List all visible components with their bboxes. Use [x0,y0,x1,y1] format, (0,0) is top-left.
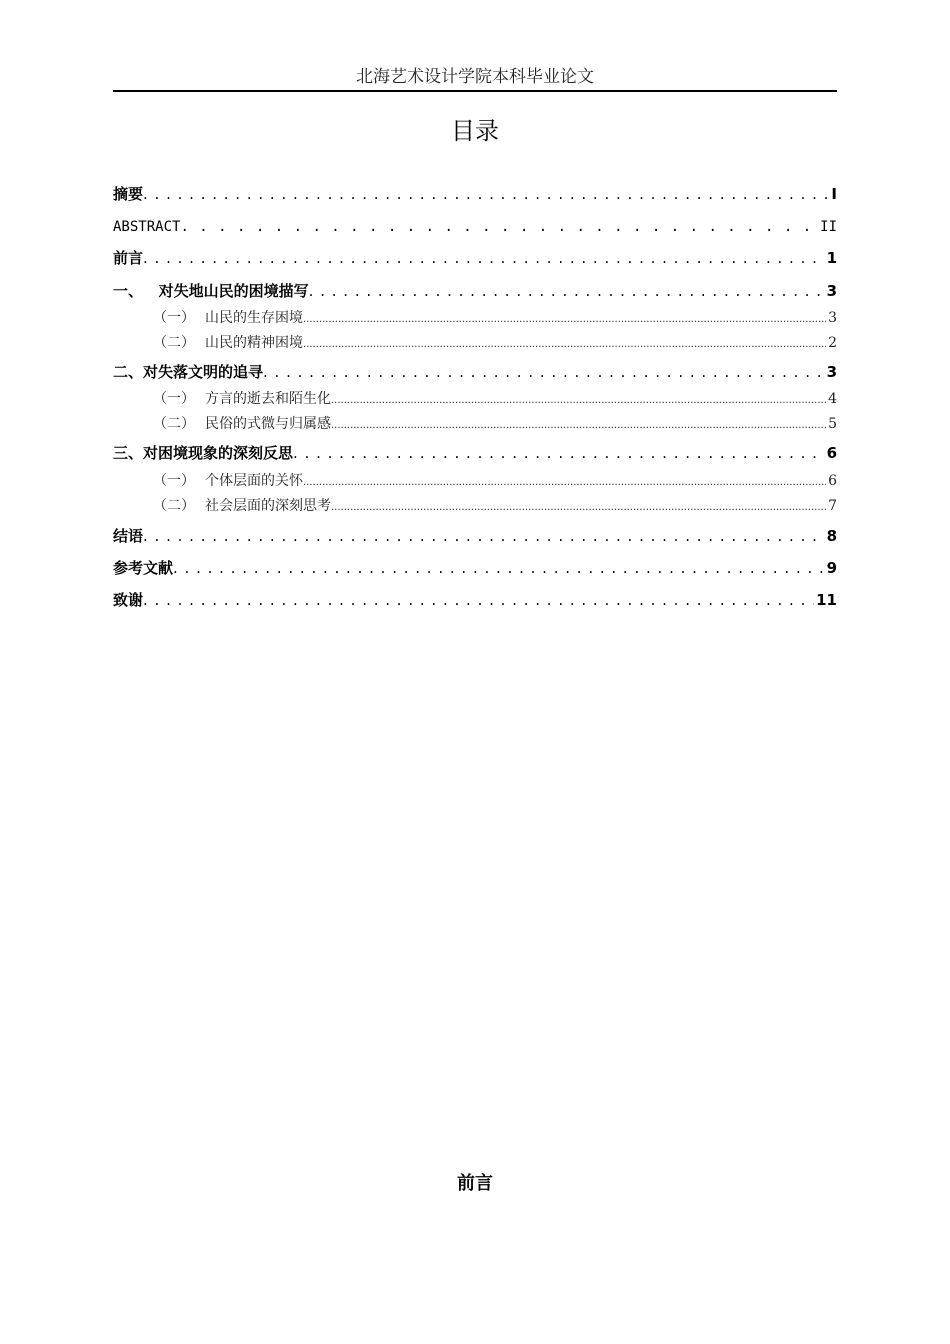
toc-page-number: 11 [816,591,837,609]
dot-leader [303,309,826,329]
toc-page-number: 3 [828,310,837,326]
toc-title: 目录 [451,117,499,145]
header-rule [113,90,837,92]
toc-entry[interactable] [113,184,837,204]
toc-entry-label: ABSTRACT [113,219,181,235]
dot-leader [303,472,826,492]
dot-leader [293,443,825,463]
toc-subentry[interactable] [153,472,837,492]
toc-entry[interactable] [113,281,837,301]
toc-page-number: 6 [828,473,837,489]
dot-leader [331,415,826,435]
dot-leader [263,362,825,382]
toc-subentry-number: （一） [153,473,195,489]
toc-page-number: 3 [826,363,837,381]
toc-subentry-label: 方言的逝去和陌生化 [205,391,331,407]
toc-subentry-number: （二） [153,335,195,351]
toc-entry-label: 二、对失落文明的追寻 [113,363,264,381]
toc-page-number: 9 [826,559,837,577]
toc-subentry[interactable] [153,390,837,410]
toc-subentry-label: 山民的精神困境 [205,335,303,351]
toc-entry[interactable] [113,217,837,237]
toc-page-number: 3 [826,282,837,300]
dot-leader [143,184,829,204]
toc-subentry[interactable] [153,497,837,517]
toc-entry[interactable] [113,362,837,382]
dot-leader [143,248,825,268]
toc-entry[interactable] [113,248,837,268]
dot-leader [180,217,818,237]
toc-entry-label: 一、 对失地山民的困境描写 [113,282,309,300]
toc-entry-label: 结语 [113,527,144,545]
toc-page-number: 4 [828,391,837,407]
toc-subentry[interactable] [153,309,837,329]
toc-subentry[interactable] [153,415,837,435]
toc-page-number: 8 [826,527,837,545]
toc-entry-label: 致谢 [113,591,144,609]
dot-leader [173,558,825,578]
dot-leader [331,390,826,410]
dot-leader [331,497,826,517]
toc-entry-label: 三、对困境现象的深刻反思 [113,444,294,462]
toc-page-number: 2 [828,335,837,351]
toc-subentry-label: 山民的生存困境 [205,310,303,326]
toc-page-number: 1 [826,249,837,267]
toc-page-number: 6 [826,444,837,462]
toc-page-number: 7 [828,498,837,514]
dot-leader [143,526,825,546]
toc-entry-label: 前言 [113,249,144,267]
toc-page-number: I [831,185,837,203]
toc-page-number: II [820,219,837,235]
toc-subentry-number: （一） [153,391,195,407]
page-header: 北海艺术设计学院本科毕业论文 [356,67,594,87]
toc-subentry-label: 社会层面的深刻思考 [205,498,331,514]
toc-subentry-label: 民俗的式微与归属感 [205,416,331,432]
toc-entry[interactable] [113,526,837,546]
dot-leader [303,334,826,354]
toc-entry-label: 参考文献 [113,559,174,577]
toc-page-number: 5 [828,416,837,432]
toc-subentry-number: （二） [153,498,195,514]
toc-subentry-label: 个体层面的关怀 [205,473,303,489]
dot-leader [309,281,825,301]
toc-entry[interactable] [113,558,837,578]
toc-entry-label: 摘要 [113,185,144,203]
toc-entry[interactable] [113,443,837,463]
section-heading: 前言 [457,1173,493,1194]
dot-leader [143,590,814,610]
toc-subentry[interactable] [153,334,837,354]
toc-subentry-number: （一） [153,310,195,326]
toc-subentry-number: （二） [153,416,195,432]
toc-entry[interactable] [113,590,837,610]
